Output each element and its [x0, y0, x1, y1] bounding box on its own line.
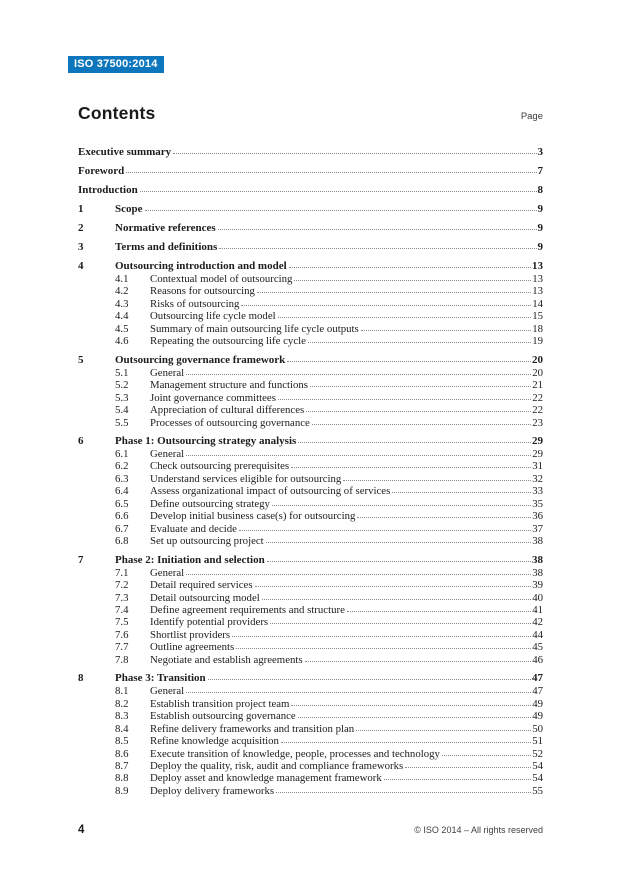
toc-entry-number: 7.3: [115, 591, 129, 604]
toc-entry[interactable]: [78, 404, 543, 416]
dotted-leader: [266, 542, 532, 543]
dotted-leader: [310, 386, 531, 387]
toc-entry[interactable]: [78, 592, 543, 604]
toc-entry[interactable]: [78, 510, 543, 522]
dotted-leader: [173, 153, 536, 154]
dotted-leader: [281, 742, 531, 743]
dotted-leader: [236, 648, 531, 649]
dotted-leader: [356, 730, 531, 731]
toc-entry[interactable]: [78, 379, 543, 391]
toc-entry[interactable]: [78, 672, 543, 685]
toc-entry-number: 8.2: [115, 697, 129, 710]
toc-entry-number: 6.7: [115, 522, 129, 535]
toc-entry-page: 22: [532, 391, 543, 404]
toc-entry-title: Outsourcing life cycle model: [150, 310, 276, 323]
dotted-leader: [186, 692, 531, 693]
toc-entry-number: 7.8: [115, 653, 129, 666]
toc-entry[interactable]: [78, 735, 543, 747]
dotted-leader: [262, 599, 531, 600]
toc-entry-page: 19: [532, 335, 543, 348]
toc-entry-page: 50: [532, 722, 543, 735]
toc-entry-title: Phase 3: Transition: [115, 672, 206, 685]
dotted-leader: [294, 280, 531, 281]
toc-entry-page: 36: [532, 510, 543, 523]
toc-entry[interactable]: [78, 772, 543, 784]
dotted-leader: [219, 248, 536, 249]
toc-entry-number: 8.4: [115, 722, 129, 735]
toc-entry-page: 35: [532, 497, 543, 510]
toc-entry-page: 9: [537, 222, 543, 234]
toc-entry-number: 6.3: [115, 472, 129, 485]
toc-entry[interactable]: [78, 222, 543, 235]
toc-entry-title: Shortlist providers: [150, 628, 231, 641]
toc-entry-number: 6: [78, 434, 84, 447]
toc-entry-number: 4.1: [115, 273, 129, 285]
dotted-leader: [442, 755, 531, 756]
dotted-leader: [289, 267, 531, 268]
toc-entry-title: Refine knowledge acquisition: [150, 735, 279, 748]
toc-entry-page: 7: [537, 165, 543, 177]
toc-entry-title: Management structure and functions: [150, 379, 309, 392]
footer-copyright: © ISO 2014 – All rights reserved: [414, 825, 543, 835]
toc-entry-page: 22: [532, 404, 543, 417]
toc-entry-number: 5.2: [115, 379, 129, 392]
toc-entry-page: 38: [532, 566, 543, 579]
toc-entry-title: Reasons for outsourcing: [150, 285, 255, 298]
dotted-leader: [305, 661, 532, 662]
toc-entry-page: 14: [532, 297, 543, 310]
toc-entry[interactable]: [78, 435, 543, 448]
toc-entry-number: 7: [78, 553, 84, 566]
toc-entry-page: 54: [532, 772, 543, 785]
toc-entry-title: Terms and definitions: [115, 241, 218, 253]
toc-entry-title: Summary of main outsourcing life cycle outputs: [150, 322, 359, 335]
toc-entry-title: Appreciation of cultural differences: [150, 404, 305, 417]
dotted-leader: [267, 561, 531, 562]
toc-entry-title: Define outsourcing strategy: [150, 497, 270, 510]
toc-entry-title: Outsourcing governance framework: [115, 353, 286, 366]
dotted-leader: [291, 705, 531, 706]
toc-entry-page: 3: [537, 146, 543, 158]
toc-entry-number: 8.7: [115, 759, 129, 772]
toc-entry[interactable]: [78, 629, 543, 641]
toc-entry-page: 23: [532, 416, 543, 429]
toc-entry-title: Develop initial business case(s) for outsourcing: [150, 510, 356, 523]
dotted-leader: [298, 442, 531, 443]
toc-entry-page: 54: [532, 759, 543, 772]
dotted-leader: [392, 492, 531, 493]
toc-entry-title: Define agreement requirements and structure: [150, 603, 345, 616]
dotted-leader: [145, 210, 537, 211]
toc-entry-number: 5.5: [115, 416, 129, 429]
toc-entry-page: 49: [532, 710, 543, 723]
toc-entry[interactable]: [78, 604, 543, 616]
dotted-leader: [278, 317, 532, 318]
toc-entry[interactable]: [78, 367, 543, 379]
toc-entry-number: 8.3: [115, 710, 129, 723]
toc-entry-page: 33: [532, 485, 543, 498]
toc-entry-page: 47: [532, 685, 543, 698]
toc-entry[interactable]: [78, 523, 543, 535]
toc-entry[interactable]: [78, 641, 543, 653]
toc-entry-title: Detail outsourcing model: [150, 591, 260, 604]
toc-entry[interactable]: [78, 273, 543, 285]
toc-entry-page: 32: [532, 472, 543, 485]
dotted-leader: [126, 172, 536, 173]
toc-entry-title: Deploy asset and knowledge management framework: [150, 772, 382, 785]
toc-entry-page: 31: [532, 460, 543, 473]
toc-entry-number: 4.5: [115, 322, 129, 335]
dotted-leader: [278, 399, 531, 400]
toc-entry[interactable]: [78, 473, 543, 485]
toc-entry-page: 39: [532, 579, 543, 592]
toc-entry-page: 47: [532, 672, 543, 685]
toc-entry-number: 8: [78, 672, 84, 685]
toc-entry-page: 13: [532, 273, 543, 285]
toc-entry[interactable]: [78, 392, 543, 404]
dotted-leader: [306, 411, 531, 412]
toc-entry[interactable]: [78, 323, 543, 335]
toc-entry-number: 5.4: [115, 404, 129, 417]
toc-entry-number: 4.2: [115, 285, 129, 298]
toc-entry-page: 38: [532, 553, 543, 566]
dotted-leader: [361, 330, 532, 331]
toc-entry-number: 7.1: [115, 566, 129, 579]
toc-entry-title: Phase 1: Outsourcing strategy analysis: [115, 434, 297, 447]
toc-entry-page: 29: [532, 447, 543, 460]
dotted-leader: [186, 574, 531, 575]
toc-entry-title: Understand services eligible for outsourcing: [150, 472, 342, 485]
toc-entry-title: Contextual model of outsourcing: [150, 273, 293, 285]
toc-entry[interactable]: [78, 165, 543, 178]
toc-entry-number: 8.8: [115, 772, 129, 785]
toc-entry-page: 41: [532, 603, 543, 616]
dotted-leader: [357, 517, 531, 518]
toc-entry-number: 8.1: [115, 685, 129, 698]
toc-entry-number: 6.8: [115, 535, 129, 548]
toc-entry-number: 8.6: [115, 747, 129, 760]
toc-entry-number: 5.3: [115, 391, 129, 404]
toc-entry-title: General: [150, 685, 185, 698]
toc-entry-title: Evaluate and decide: [150, 522, 237, 535]
toc-entry-title: Joint governance committees: [150, 391, 276, 404]
dotted-leader: [308, 342, 531, 343]
toc-entry-number: 4: [78, 260, 84, 272]
toc-entry[interactable]: [78, 710, 543, 722]
toc-entry-number: 5.1: [115, 366, 129, 379]
toc-entry-title: General: [150, 366, 185, 379]
toc-entry-page: 38: [532, 535, 543, 548]
standard-number-badge: ISO 37500:2014: [68, 56, 164, 73]
toc-entry-number: 7.4: [115, 603, 129, 616]
footer-page-number: 4: [78, 824, 85, 836]
toc-entry-title: Introduction: [78, 184, 138, 196]
toc-entry[interactable]: [78, 785, 543, 797]
toc-entry-number: 6.1: [115, 447, 129, 460]
toc-entry-number: 6.2: [115, 460, 129, 473]
toc-entry-page: 13: [532, 285, 543, 298]
toc-entry-number: 8.9: [115, 784, 129, 797]
toc-entry[interactable]: [78, 654, 543, 666]
dotted-leader: [241, 305, 531, 306]
toc-entry[interactable]: [78, 748, 543, 760]
toc-entry[interactable]: [78, 241, 543, 254]
toc-entry-title: Normative references: [115, 222, 216, 234]
toc-entry-page: 46: [532, 653, 543, 666]
toc-entry-page: 49: [532, 697, 543, 710]
toc-entry[interactable]: [78, 723, 543, 735]
toc-entry-number: 7.2: [115, 579, 129, 592]
toc-entry-page: 21: [532, 379, 543, 392]
page-column-label: Page: [520, 111, 543, 122]
dotted-leader: [140, 191, 537, 192]
dotted-leader: [276, 792, 531, 793]
toc-entry-page: 42: [532, 616, 543, 629]
toc-entry[interactable]: [78, 310, 543, 322]
toc-entry-title: Foreword: [78, 165, 125, 177]
toc-entry-title: Negotiate and establish agreements: [150, 653, 303, 666]
dotted-leader: [343, 480, 531, 481]
dotted-leader: [186, 374, 531, 375]
toc-entry-page: 52: [532, 747, 543, 760]
dotted-leader: [287, 361, 531, 362]
dotted-leader: [239, 530, 531, 531]
toc-entry-title: Deploy the quality, risk, audit and compliance frameworks: [150, 759, 404, 772]
page-title: Contents: [78, 103, 156, 123]
toc-entry-page: 55: [532, 784, 543, 797]
toc-entry-number: 4.3: [115, 297, 129, 310]
toc-entry-number: 7.6: [115, 628, 129, 641]
dotted-leader: [405, 767, 531, 768]
toc-entry[interactable]: [78, 417, 543, 429]
dotted-leader: [257, 292, 531, 293]
toc-entry-title: Deploy delivery frameworks: [150, 784, 275, 797]
toc-entry-number: 1: [78, 203, 84, 215]
dotted-leader: [208, 679, 531, 680]
dotted-leader: [218, 229, 537, 230]
dotted-leader: [384, 779, 531, 780]
toc-entry-title: General: [150, 447, 185, 460]
toc-entry-title: Establish transition project team: [150, 697, 290, 710]
toc-entry-title: Detail required services: [150, 579, 253, 592]
toc-entry-title: Outsourcing introduction and model: [115, 260, 287, 272]
toc-entry[interactable]: [78, 184, 543, 197]
toc-entry[interactable]: [78, 760, 543, 772]
dotted-leader: [186, 455, 531, 456]
toc-entry-number: 6.6: [115, 510, 129, 523]
toc-entry[interactable]: [78, 698, 543, 710]
dotted-leader: [270, 623, 531, 624]
toc-entry-title: Check outsourcing prerequisites: [150, 460, 290, 473]
toc-entry-title: Assess organizational impact of outsourcing of services: [150, 485, 391, 498]
toc-entry-number: 7.7: [115, 641, 129, 654]
toc-entry[interactable]: [78, 554, 543, 567]
toc-entry-page: 29: [532, 434, 543, 447]
toc-entry-page: 40: [532, 591, 543, 604]
toc-entry-number: 6.4: [115, 485, 129, 498]
toc-entry-title: Establish outsourcing governance: [150, 710, 296, 723]
toc-entry[interactable]: [78, 146, 543, 159]
toc-entry-number: 2: [78, 222, 84, 234]
toc-entry[interactable]: [78, 498, 543, 510]
toc-entry-title: Outline agreements: [150, 641, 235, 654]
toc-entry[interactable]: [78, 354, 543, 367]
toc-entry-title: Identify potential providers: [150, 616, 269, 629]
toc-entry[interactable]: [78, 616, 543, 628]
toc-entry-title: Processes of outsourcing governance: [150, 416, 310, 429]
toc-entry-title: Scope: [115, 203, 143, 215]
toc-entry-title: Set up outsourcing project: [150, 535, 264, 548]
toc-entry-title: Risks of outsourcing: [150, 297, 240, 310]
toc-entry-page: 13: [532, 260, 543, 272]
toc-entry-title: Phase 2: Initiation and selection: [115, 553, 265, 566]
dotted-leader: [272, 505, 531, 506]
toc-entry-page: 37: [532, 522, 543, 535]
toc-entry-page: 9: [537, 241, 543, 253]
toc-entry-page: 20: [532, 353, 543, 366]
toc-entry-number: 8.5: [115, 735, 129, 748]
toc-entry-page: 20: [532, 366, 543, 379]
toc-entry-page: 15: [532, 310, 543, 323]
toc-entry[interactable]: [78, 685, 543, 697]
toc-entry-number: 3: [78, 241, 84, 253]
toc-entry-page: 44: [532, 628, 543, 641]
toc-entry-title: Repeating the outsourcing life cycle: [150, 335, 306, 348]
dotted-leader: [232, 636, 531, 637]
dotted-leader: [298, 717, 531, 718]
toc-entry-page: 18: [532, 322, 543, 335]
toc-list: [78, 140, 543, 797]
dotted-leader: [255, 586, 532, 587]
page-footer: [78, 824, 543, 836]
toc-entry-title: Refine delivery frameworks and transition plan: [150, 722, 355, 735]
toc-entry-number: 5: [78, 353, 84, 366]
toc-entry[interactable]: [78, 485, 543, 497]
toc-entry[interactable]: [78, 298, 543, 310]
toc-entry-page: 51: [532, 735, 543, 748]
toc-entry-number: 7.5: [115, 616, 129, 629]
toc-entry-page: 8: [537, 184, 543, 196]
toc-entry-page: 45: [532, 641, 543, 654]
toc-entry[interactable]: [78, 535, 543, 547]
toc-entry-number: 4.6: [115, 335, 129, 348]
toc-entry-number: 4.4: [115, 310, 129, 323]
dotted-leader: [312, 424, 531, 425]
toc-entry[interactable]: [78, 448, 543, 460]
toc-entry-number: 6.5: [115, 497, 129, 510]
toc-entry-page: 9: [537, 203, 543, 215]
toc-entry[interactable]: [78, 285, 543, 297]
toc-entry-title: Execute transition of knowledge, people, processes and technology: [150, 747, 440, 760]
toc-entry-title: Executive summary: [78, 146, 172, 158]
toc-entry[interactable]: [78, 260, 543, 273]
dotted-leader: [347, 611, 531, 612]
toc-entry[interactable]: [78, 335, 543, 347]
toc-entry[interactable]: [78, 579, 543, 591]
toc-entry[interactable]: [78, 567, 543, 579]
dotted-leader: [291, 467, 531, 468]
toc-entry[interactable]: [78, 460, 543, 472]
toc-entry[interactable]: [78, 203, 543, 216]
contents-header: [78, 103, 543, 124]
toc-entry-title: General: [150, 566, 185, 579]
